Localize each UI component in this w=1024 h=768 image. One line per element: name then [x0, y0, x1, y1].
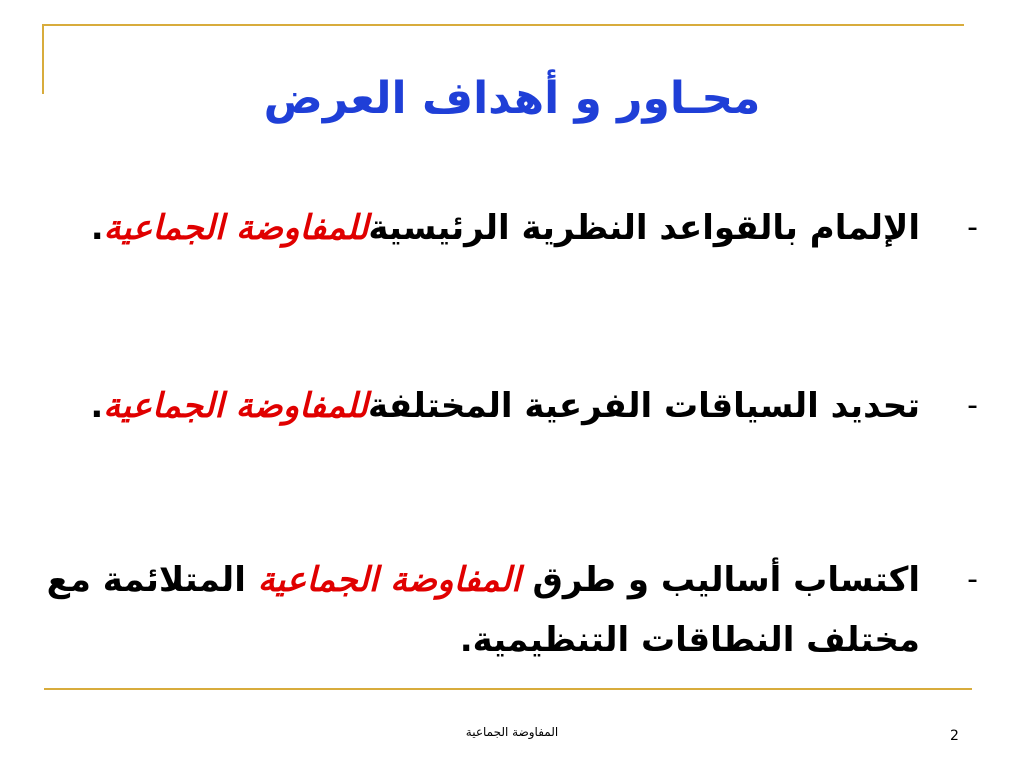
bullet-emphasis-text: المفاوضة الجماعية — [257, 560, 521, 600]
footer-title: المفاوضة الجماعية — [465, 725, 559, 739]
bullet-item-1 — [36, 202, 978, 254]
bullet-item-2 — [36, 380, 978, 432]
bullet-marker: - — [967, 562, 978, 597]
slide-title: محـاور و أهداف العرض — [263, 73, 761, 124]
bullet-plain-text: اكتساب أساليب و طرق — [520, 560, 920, 600]
bullet-plain-text: تحديد السياقات الفرعية المختلفة — [367, 386, 920, 426]
top-frame-line — [42, 24, 964, 26]
bottom-frame-line — [44, 688, 972, 690]
bullet-item-3 — [36, 550, 978, 670]
bullet-period: . — [90, 386, 104, 426]
bullet-marker: - — [967, 210, 978, 245]
bullet-marker: - — [967, 388, 978, 423]
bullet-period: . — [459, 620, 473, 660]
bullet-emphasis-text: للمفاوضة الجماعية — [103, 208, 369, 248]
bullet-text — [36, 202, 920, 254]
bullet-plain-text: الإلمام بالقواعد النظرية الرئيسية — [368, 208, 920, 248]
bullet-period: . — [90, 208, 104, 248]
bullet-plain-text-2: المتلائمة مع مختلف النطاقات التنظيمية — [46, 560, 920, 660]
bullet-emphasis-text: للمفاوضة الجماعية — [103, 386, 368, 426]
bullet-text — [36, 380, 920, 432]
bullet-text — [36, 550, 920, 670]
page-number: 2 — [950, 728, 959, 744]
